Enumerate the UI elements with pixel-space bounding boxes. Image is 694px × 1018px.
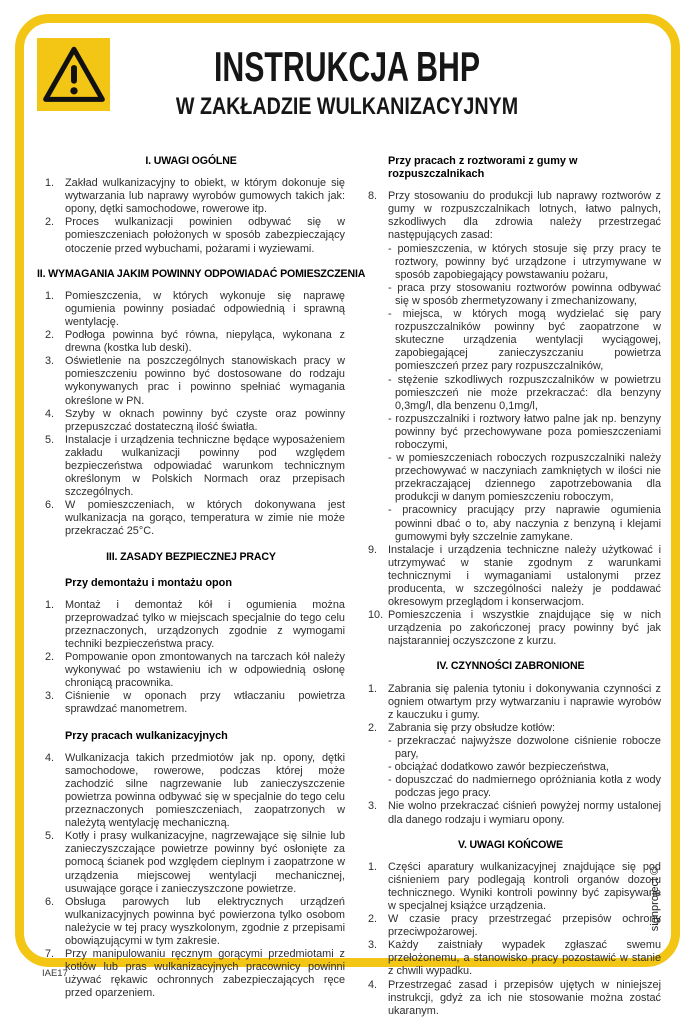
item-number: 6. <box>45 895 55 908</box>
bullet-item: - w pomieszczeniach roboczych rozpuszczalniki należy przechowywać w naczyniach zamkniętych w ilości nie przekraczającej dziennego zapotrzebowania dla produkcji w danym pomieszczeniu roboczym, <box>388 452 661 504</box>
item-number: 1. <box>45 177 55 190</box>
list-item <box>360 800 661 826</box>
bullet-item: - dopuszczać do nadmiernego opróżniania kotła z wody podczas jego pracy. <box>388 774 661 800</box>
list-item <box>37 830 345 895</box>
left-column <box>37 150 366 1018</box>
item-text: Obsługa parowych lub elektrycznych urządzeń wulkanizacyjnych powinna być powierzona tylko osobom należycie w tej pracy wyszkolonym, zgodnie z przepisami obowiązującymi w tym zakresie. <box>65 895 345 947</box>
content-columns <box>37 150 661 1018</box>
bullet-item: - pomieszczenia, w których stosuje się przy pracy te roztwory, powinny być urządzone i utrzymywane w sposób zapobiegający powstawaniu pożaru, <box>388 242 661 281</box>
list-item <box>37 290 345 329</box>
bullet-item: - pracownicy pracujący przy naprawie ogumienia powinni dbać o to, aby naczynia z benzyną i klejami gumowymi były szczelnie zamykane. <box>388 504 661 543</box>
list-item <box>37 948 345 1000</box>
list-item <box>37 599 345 651</box>
list-item <box>360 861 661 913</box>
item-text: Przestrzegać zasad i przepisów ujętych w niniejszej instrukcji, gdyż za ich nie stosowanie można zostać ukaranym. <box>388 978 661 1017</box>
item-number: 2. <box>45 329 55 342</box>
item-number: 2. <box>45 651 55 664</box>
page-subtitle: W ZAKŁADZIE WULKANIZACYJNYM <box>175 93 519 120</box>
catalog-code: IAE17 <box>42 968 68 979</box>
item-text: Zakład wulkanizacyjny to obiekt, w którym dokonuje się wytwarzania lub naprawy wyrobów gumowych takich jak: opony, dętki samochodowe, rowerowe itp. <box>65 177 345 216</box>
item-text: Ciśnienie w oponach przy wtłaczaniu powietrza sprawdzać manometrem. <box>65 690 345 716</box>
list-item <box>37 408 345 434</box>
subsection-heading: Przy pracach wulkanizacyjnych <box>65 729 228 742</box>
item-text: Przy stosowaniu do produkcji lub naprawy roztworów z gumy w rozpuszczalnikach lotnych, łatwo palnych, szkodliwych dla zdrowia należy przestrzegać następujących zasad: - pomieszczenia, w których stosuje się przy pracy te roztwory, powinny być urządzone i utrzymywane w sposób zapobiegający powstawaniu pożaru, - praca przy stosowaniu roztworów powinna odbywać się w sposób zhermetyzowany i zmechanizowany, - miejsca, w których mogą wydzielać się pary rozpuszczalników powinny być zaopatrzone w skuteczne urządzenia wentylacji wyciągowej, zapobiegającej zanieczyszczaniu powietrza pomieszczeń przez pary rozpuszczalników, - stężenie szkodliwych rozpuszczalników w powietrzu pomieszczeń nie może przekraczać: dla benzyny 0,3mg/l, dla benzenu 0,1mg/l, - rozpuszczalniki i roztwory łatwo palne jak np. benzyny powinny być przechowywane poza pomieszczeniami roboczymi, - w pomieszczeniach roboczych rozpuszczalniki należy przechowywać w naczyniach zamkniętych w ilości nie przekraczającej dziennego zapotrzebowania dla produkcji w danym pomieszczeniu roboczym, - pracownicy pracujący przy naprawie ogumienia powinni dbać o to, aby naczynia z benzyną i klejami gumowymi były szczelnie zamykane. <box>388 190 661 543</box>
list-item <box>37 690 345 716</box>
item-text: W czasie pracy przestrzegać przepisów ochrony przeciwpożarowej. <box>388 913 661 939</box>
list-item <box>37 499 345 538</box>
item-number: 9. <box>368 543 378 556</box>
list-item <box>37 752 345 831</box>
bullet-item: - miejsca, w których mogą wydzielać się pary rozpuszczalników powinny być zaopatrzone w skuteczne urządzenia wentylacji wyciągowej, zapobiegającej zanieczyszczaniu powietrza pomieszczeń przez pary rozpuszczalników, <box>388 308 661 373</box>
item-text: Zabrania się palenia tytoniu i dokonywania czynności z ogniem otwartym przy wytwarzaniu i naprawie wyrobów z kauczuku i gumy. <box>388 682 661 721</box>
list-item <box>360 190 661 544</box>
item-number: 1. <box>45 598 55 611</box>
item-number: 3. <box>368 939 378 952</box>
list-item <box>360 609 661 648</box>
item-text: Pompowanie opon zmontowanych na tarczach kół należy wykonywać po wstawieniu ich w odpowiednią osłonę chroniącą pracownika. <box>65 651 345 690</box>
item-text: Kotły i prasy wulkanizacyjne, nagrzewające się silnie lub zanieczyszczające powietrze powinny być osłonięte za pomocą ścianek pod względem cieplnym i zaopatrzone w urządzenia miejscowej wentylacji mechanicznej, usuwające gorące i zanieczyszczone powietrze. <box>65 830 345 895</box>
right-column <box>360 150 661 1018</box>
item-text: Oświetlenie na poszczególnych stanowiskach pracy w pomieszczeniu powinno być dostosowane do rodzaju wykonywanych prac i powinno spełniać wymagania określone w PN. <box>65 355 345 407</box>
page-title: INSTRUKCJA BHP <box>213 43 481 90</box>
item-number: 4. <box>45 407 55 420</box>
item-number: 6. <box>45 499 55 512</box>
section-heading: III. ZASADY BEZPIECZNEJ PRACY <box>106 550 276 563</box>
item-text: Przy manipulowaniu ręcznym gorącymi przedmiotami z kotłów lub pras wulkanizacyjnych pracownicy powinni używać rękawic ochronnych zabezpieczających ręce przed oparzeniem. <box>65 948 345 1000</box>
bullet-item: - stężenie szkodliwych rozpuszczalników w powietrzu pomieszczeń nie może przekraczać: dla benzyny 0,3mg/l, dla benzenu 0,1mg/l, <box>388 373 661 412</box>
item-text: Wulkanizacja takich przedmiotów jak np. opony, dętki samochodowe, rowerowe, podczas której może zachodzić silne nagrzewanie lub zanieczyszczenie powietrza powinna odbywać się w specjalnie do tego celu przeznaczonych pomieszczeniach, zaopatrzonych w należytą wentylację mechaniczną. <box>65 751 345 830</box>
item-text: W pomieszczeniach, w których dokonywana jest wulkanizacja na gorąco, temperatura w zimie nie może przekraczać 25°C. <box>65 499 345 538</box>
section-heading: II. WYMAGANIA JAKIM POWINNY ODPOWIADAĆ POMIESZCZENIA <box>37 267 366 280</box>
section-heading: IV. CZYNNOŚCI ZABRONIONE <box>436 660 585 673</box>
list-item <box>360 913 661 939</box>
brand-credit: signproject © <box>649 866 661 932</box>
item-number: 1. <box>368 682 378 695</box>
item-text: Pomieszczenia i wszystkie znajdujące się w nich urządzenia po zakończonej pracy powinny być jak najstaranniej oczyszczone z kurzu. <box>388 609 661 648</box>
item-text: Instalacje i urządzenia techniczne należy użytkować i utrzymywać w stanie zgodnym z warunkami technicznymi i wymaganiami ustalonymi przez producenta, w szczególności należy je poddawać okresowym przeglądom i konserwacjom. <box>388 543 661 609</box>
item-text: Zabrania się przy obsłudze kotłów: - przekraczać najwyższe dozwolone ciśnienie robocze pary, - obciążać dodatkowo zawór bezpieczeństwa, - dopuszczać do nadmiernego opróżniania kotła z wody podczas jego pracy. <box>388 721 661 800</box>
item-text: Proces wulkanizacji powinien odbywać się w pomieszczeniach położonych w sposób zabezpieczający otoczenie przed wybuchami, pożarami i wyziewami. <box>65 216 345 255</box>
list-item <box>360 683 661 722</box>
subsection-heading: Przy pracach z roztworami z gumy w rozpuszczalnikach <box>388 155 578 181</box>
item-text: Nie wolno przekraczać ciśnień powyżej normy ustalonej dla danego rodzaju i wymiaru opony. <box>388 800 661 826</box>
item-number: 7. <box>45 948 55 961</box>
item-number: 4. <box>45 751 55 764</box>
bullet-item: - obciążać dodatkowo zawór bezpieczeństwa, <box>388 761 609 774</box>
list-item <box>37 329 345 355</box>
item-number: 5. <box>45 830 55 843</box>
subsection-heading: Przy demontażu i montażu opon <box>65 576 232 589</box>
item-number: 4. <box>368 978 378 991</box>
item-number: 10. <box>368 609 384 622</box>
item-text: Każdy zaistniały wypadek zgłaszać swemu przełożonemu, a stanowisko pracy pozostawić w stanie z chwili wypadku. <box>388 939 661 978</box>
list-item <box>360 939 661 978</box>
bullet-item: - praca przy stosowaniu roztworów powinna odbywać się w sposób zhermetyzowany i zmechanizowany, <box>388 281 661 307</box>
list-item <box>37 434 345 499</box>
list-item <box>360 979 661 1018</box>
item-number: 5. <box>45 433 55 446</box>
item-number: 3. <box>368 800 378 813</box>
list-item <box>360 544 661 609</box>
bullet-item: - przekraczać najwyższe dozwolone ciśnienie robocze pary, <box>388 734 661 761</box>
list-item <box>37 216 345 255</box>
item-text: Podłoga powinna być równa, niepyląca, wykonana z drewna (kostka lub deski). <box>65 329 345 355</box>
item-number: 1. <box>45 289 55 302</box>
list-item <box>360 722 661 801</box>
item-text: Instalacje i urządzenia techniczne będące wyposażeniem zakładu wulkanizacji powinny pod względem bezpieczeństwa odpowiadać warunkom technicznym określonym w Polskich Normach oraz przepisach szczególnych. <box>65 433 345 499</box>
item-number: 3. <box>45 355 55 368</box>
header <box>0 43 694 120</box>
item-number: 3. <box>45 690 55 703</box>
item-text: Pomieszczenia, w których wykonuje się naprawę ogumienia powinny posiadać odpowiednią i sprawną wentylację. <box>65 289 345 328</box>
list-item <box>37 355 345 407</box>
item-number: 2. <box>368 721 378 734</box>
list-item <box>37 651 345 690</box>
item-number: 2. <box>368 913 378 926</box>
item-number: 1. <box>368 860 378 873</box>
item-text: Szyby w oknach powinny być czyste oraz powinny przepuszczać dostateczną ilość światła. <box>65 407 345 433</box>
section-heading: I. UWAGI OGÓLNE <box>145 155 237 167</box>
item-text: Części aparatury wulkanizacyjnej znajdujące się pod ciśnieniem pary podlegają kontroli organów dozoru technicznego. Wyniki kontroli powinny być zapisywane w specjalnej książce urządzenia. <box>388 860 661 912</box>
list-item <box>37 177 345 216</box>
bullet-item: - rozpuszczalniki i roztwory łatwo palne jak np. benzyny powinny być przechowywane poza pomieszczeniami roboczymi, <box>388 412 661 451</box>
item-number: 8. <box>368 190 378 203</box>
item-number: 2. <box>45 216 55 229</box>
item-text: Montaż i demontaż kół i ogumienia można przeprowadzać tylko w miejscach specjalnie do tego celu przeznaczonych, urządzonych zgodnie z wymogami techniki bezpieczeństwa pracy. <box>65 598 345 650</box>
section-heading: V. UWAGI KOŃCOWE <box>458 838 563 851</box>
list-item <box>37 896 345 948</box>
